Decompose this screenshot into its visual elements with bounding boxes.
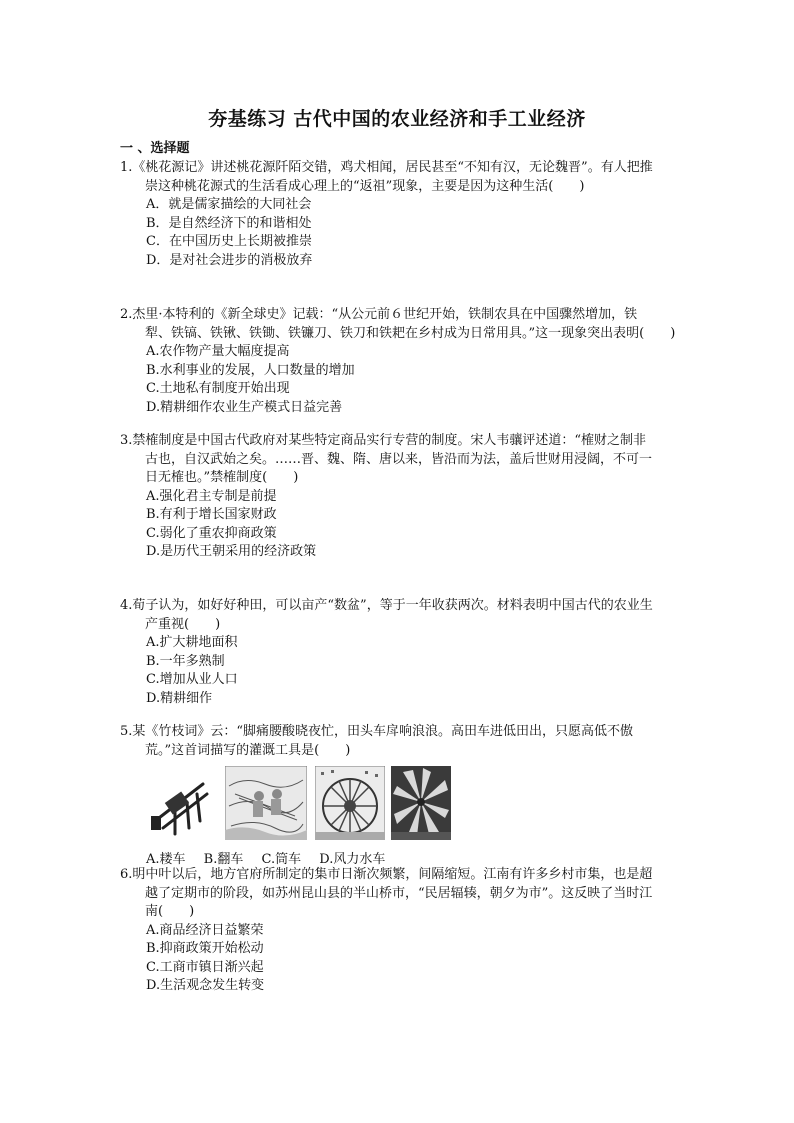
section-heading: 一 、选择题 (120, 141, 190, 156)
option-b: B.抑商政策开始松动 (146, 941, 264, 956)
option-a: A.农作物产量大幅度提高 (146, 344, 290, 359)
question-stem-line: 古也，自汉武始之矣。……晋、魏、隋、唐以来，皆沿而为法，盖后世财用浸阔，不可一 (145, 451, 653, 467)
question-6 (120, 866, 700, 996)
windmill-image (391, 766, 451, 840)
option-a: A.商品经济日益繁荣 (146, 922, 264, 938)
option-d: D.生活观念发生转变 (146, 978, 265, 993)
option-d: D．是对社会进步的消极放弃 (146, 252, 313, 268)
question-stem-line: 崇这种桃花源式的生活看成心理上的“返祖”现象，主要是因为这种生活( ) (145, 178, 585, 194)
question-stem-line: 南( ) (145, 904, 195, 919)
option-d: D.精耕细作农业生产模式日益完善 (146, 399, 343, 415)
option-c: C.筒车 (261, 852, 302, 867)
option-d: D.精耕细作 (146, 690, 213, 706)
option-b: B.翻车 (203, 852, 244, 867)
option-a: A.耧车 (146, 852, 186, 867)
question-stem-line: 越了定期市的阶段，如苏州昆山县的半山桥市，“民居辐辏，朝夕为市”。这反映了当时江 (145, 885, 653, 901)
question-5 (120, 723, 700, 760)
question-stem-line: 产重视( ) (145, 616, 221, 632)
question-stem-line: 5.某《竹枝词》云：“脚痛腰酸晓夜忙，田头车戽响浪浪。高田车进低田出，只愿高低不傲 (120, 724, 634, 739)
question-stem-line: 3.禁榷制度是中国古代政府对某些特定商品实行专营的制度。宋人韦骧评述道：“榷财之制非 (120, 433, 647, 448)
option-a: A.扩大耕地面积 (146, 635, 238, 650)
question-stem-line: 6.明中叶以后，地方官府所制定的集市日渐次频繁，间隔缩短。江南有许多乡村市集，也是超 (120, 867, 653, 882)
question-stem-line: 2.杰里·本特利的《新全球史》记载：“从公元前６世纪开始，铁制农具在中国骤然增加，铁 (120, 307, 638, 322)
question-1 (120, 159, 700, 270)
irrigation-tools-figures (145, 766, 455, 840)
option-c: C.增加从业人口 (146, 672, 238, 687)
figure-option-labels (146, 848, 399, 867)
chain-pump-image (225, 766, 307, 840)
question-stem-line: 荒。”这首词描写的灌溉工具是( ) (145, 742, 351, 758)
option-c: C.弱化了重农抑商政策 (146, 525, 277, 541)
option-c: C．在中国历史上长期被推崇 (146, 234, 312, 249)
option-b: B．是自然经济下的和谐相处 (146, 215, 312, 231)
question-4 (120, 597, 700, 708)
question-2 (120, 306, 700, 417)
question-stem-line: 日无榷也。”禁榷制度( ) (145, 470, 299, 485)
option-d: D.风力水车 (319, 852, 386, 867)
option-a: A.强化君主专制是前提 (146, 488, 277, 504)
page-title: 夯基练习 古代中国的农业经济和手工业经济 (208, 108, 586, 130)
question-3 (120, 432, 700, 562)
seed-drill-image (145, 766, 215, 840)
question-stem-line: 4.荀子认为，如好好种田，可以亩产“数盆”，等于一年收获两次。材料表明中国古代的农业生 (120, 598, 653, 613)
option-a: A．就是儒家描绘的大同社会 (146, 197, 312, 212)
option-c: C.土地私有制度开始出现 (146, 381, 290, 396)
option-b: B.一年多熟制 (146, 653, 225, 669)
tube-wheel-image (315, 766, 385, 840)
question-stem-line: 1.《桃花源记》讲述桃花源阡陌交错，鸡犬相闻，居民甚至“不知有汉，无论魏晋”。有人把推 (120, 160, 653, 175)
option-c: C.工商市镇日渐兴起 (146, 959, 264, 975)
question-stem-line: 犁、铁镐、铁锹、铁锄、铁镰刀、铁刀和铁耙在乡村成为日常用具。”这一现象突出表明( ) (145, 325, 676, 341)
option-b: B.水利事业的发展，人口数量的增加 (146, 362, 355, 378)
option-b: B.有利于增长国家财政 (146, 507, 277, 522)
option-d: D.是历代王朝采用的经济政策 (146, 544, 317, 559)
